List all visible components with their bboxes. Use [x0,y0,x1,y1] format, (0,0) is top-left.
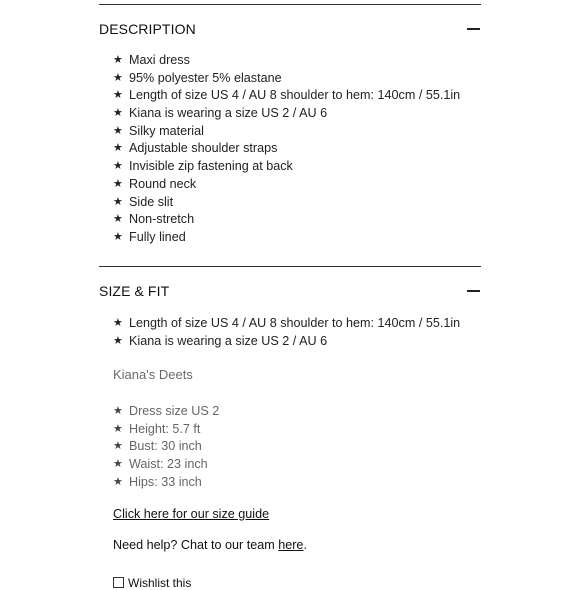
star-icon: ★ [113,89,123,102]
star-icon: ★ [113,142,123,155]
list-item: ★ 95% polyester 5% elastane [113,70,460,88]
star-icon: ★ [113,213,123,226]
list-item: ★ Height: 5.7 ft [113,421,219,439]
list-item: ★ Adjustable shoulder straps [113,140,460,158]
star-icon: ★ [113,71,123,84]
list-item: ★ Bust: 30 inch [113,438,219,456]
size-fit-list [113,315,460,350]
help-chat-link[interactable]: here [278,538,304,552]
star-icon: ★ [113,317,123,329]
list-item: ★ Kiana is wearing a size US 2 / AU 6 [113,105,460,123]
star-icon: ★ [113,195,123,208]
list-item: ★ Invisible zip fastening at back [113,158,460,176]
star-icon: ★ [113,54,123,66]
section-divider [99,266,481,267]
list-item: ★ Fully lined [113,229,460,247]
star-icon: ★ [113,177,123,190]
minus-icon[interactable] [467,28,480,30]
list-item: ★ Length of size US 4 / AU 8 shoulder to hem: 140cm / 55.1in [113,315,460,333]
help-text: Need help? Chat to our team [113,538,279,552]
size-guide-row [113,507,269,521]
help-suffix: . [303,538,307,552]
list-item: ★ Non-stretch [113,211,460,229]
top-divider [99,4,481,5]
list-item: ★ Round neck [113,176,460,194]
wishlist-label: Wishlist this [128,576,192,590]
list-item: ★ Kiana is wearing a size US 2 / AU 6 [113,333,460,351]
star-icon: ★ [113,405,123,417]
list-item: ★ Length of size US 4 / AU 8 shoulder to hem: 140cm / 55.1in [113,87,460,105]
list-item: ★ Dress size US 2 [113,403,219,421]
list-item: ★ Hips: 33 inch [113,474,219,492]
star-icon: ★ [113,107,123,120]
description-header[interactable] [99,19,481,39]
model-deets-title: Kiana's Deets [113,367,193,382]
size-guide-link[interactable]: Click here for our size guide [113,507,270,521]
help-row [113,538,307,552]
list-item: ★ Silky material [113,123,460,141]
size-fit-title: SIZE & FIT [99,283,170,299]
list-item: ★ Waist: 23 inch [113,456,219,474]
wishlist-checkbox-icon [113,577,124,588]
size-fit-header[interactable] [99,281,481,301]
description-list [113,52,460,247]
list-item: ★ Side slit [113,194,460,212]
star-icon: ★ [113,334,123,347]
minus-icon[interactable] [467,290,480,292]
model-deets-list [113,403,219,491]
star-icon: ★ [113,422,123,435]
description-title: DESCRIPTION [99,21,196,37]
star-icon: ★ [113,458,123,471]
star-icon: ★ [113,160,123,173]
list-item: ★ Maxi dress [113,52,460,70]
star-icon: ★ [113,475,123,488]
wishlist-row[interactable] [113,576,191,590]
star-icon: ★ [113,230,123,243]
star-icon: ★ [113,124,123,137]
star-icon: ★ [113,440,123,453]
